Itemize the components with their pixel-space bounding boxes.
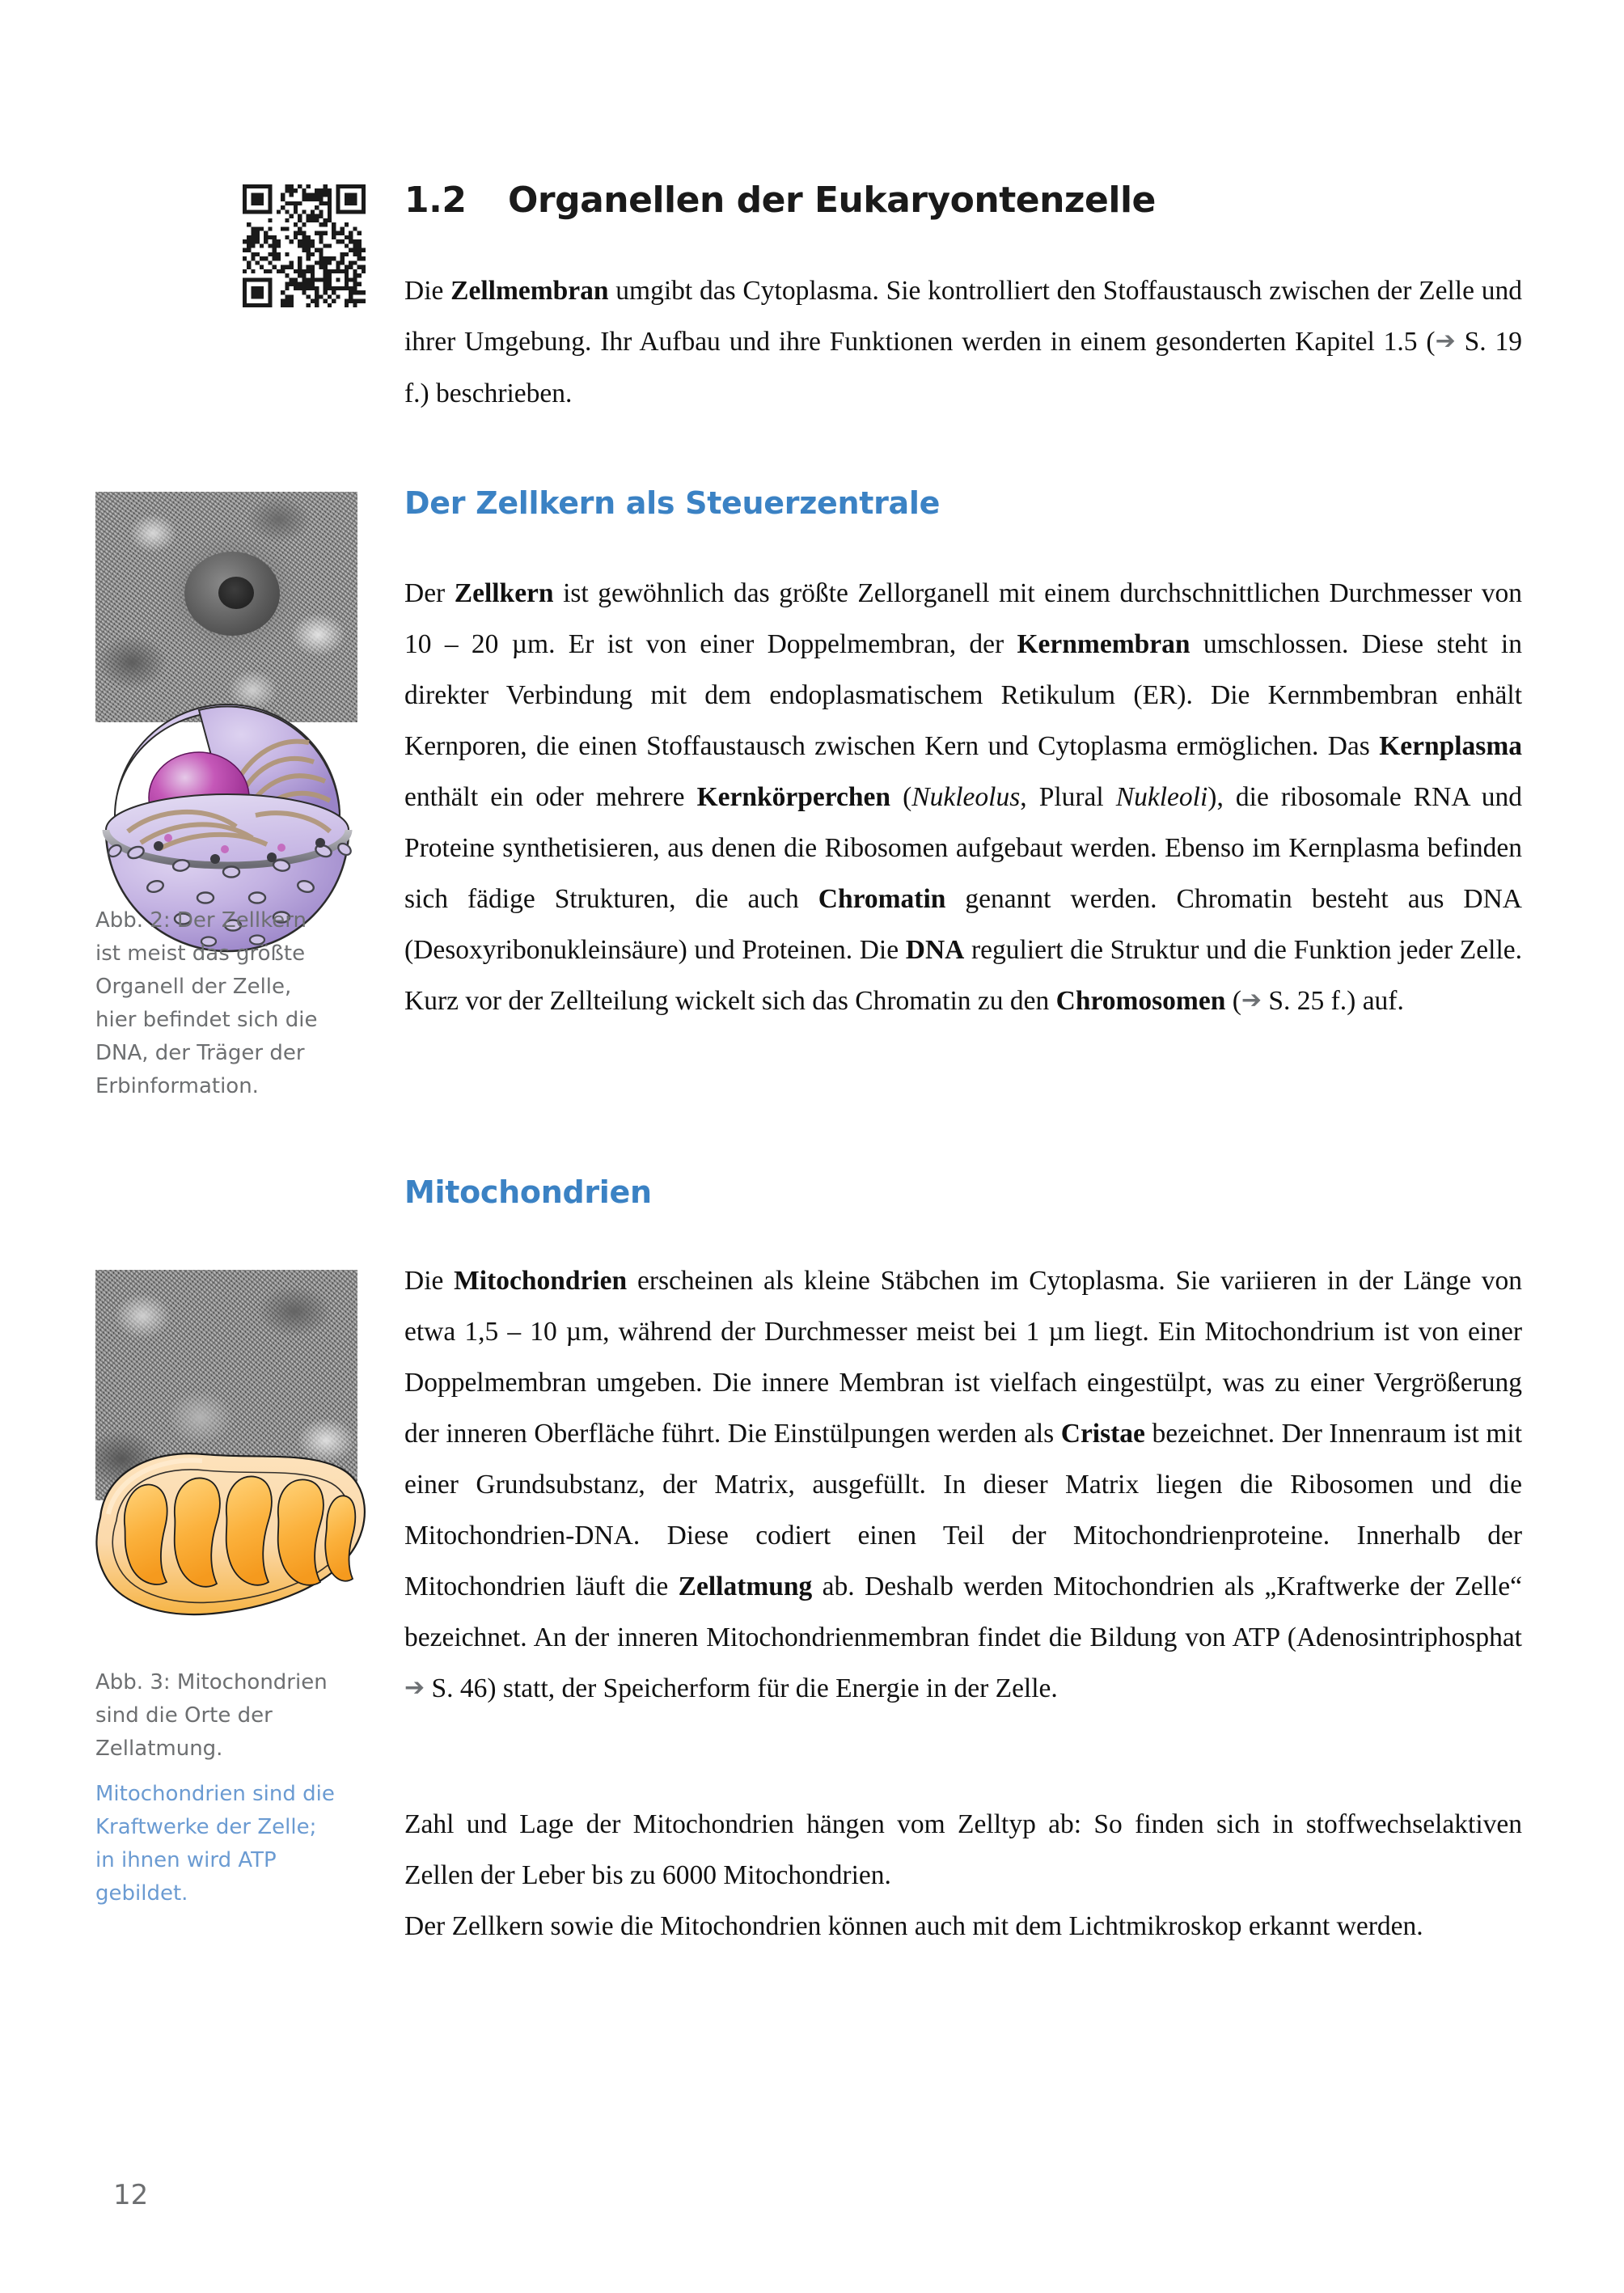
subheading-mitochondrien: Mitochondrien <box>404 1174 652 1210</box>
term-chromatin: Chromatin <box>818 884 946 914</box>
mp-t5: S. 46) statt, der Speicherform für die Energie in der Zelle. <box>425 1673 1058 1703</box>
arrow-reference-icon-3: ➔ <box>404 1673 425 1702</box>
mp-t1: Die <box>404 1266 455 1296</box>
np-t4: enthält ein oder mehrere <box>404 782 697 812</box>
term-kernplasma: Kernplasma <box>1379 731 1522 761</box>
qr-code-canvas <box>243 184 366 307</box>
nucleus-micrograph-image <box>95 492 357 722</box>
intro-text-2: umgibt das Cytoplasma. Sie kontrolliert den Stoffaustausch zwischen der Zelle und ihrer Umgebung. Ihr Aufbau und ihre Funktionen werden in einem gesonderten Kapitel 1.5 ( <box>404 276 1522 357</box>
intro-text-1: Die <box>404 276 451 306</box>
term-chromosomen: Chromosomen <box>1055 986 1226 1016</box>
arrow-reference-icon-2: ➔ <box>1241 986 1262 1014</box>
term-zellmembran: Zellmembran <box>450 276 609 306</box>
mp-t3: bezeichnet. Der Innenraum ist mit einer Grundsubstanz, der Matrix, ausgefüllt. In dieser Matrix liegen die Ribosomen und die Mitochondrien-DNA. Diese codiert einen Teil der Mitochondrienproteine. Innerhalb der Mitochondrien läuft die <box>404 1419 1522 1601</box>
page-number: 12 <box>113 2179 149 2211</box>
term-mitochondrien: Mitochondrien <box>454 1266 628 1296</box>
mitochondria-paragraph <box>404 1255 1522 1715</box>
term-nukleoli: Nukleoli <box>1115 782 1208 812</box>
page-title <box>404 180 1537 221</box>
intro-paragraph <box>404 265 1522 419</box>
term-cristae: Cristae <box>1060 1419 1145 1449</box>
mitochondrion-illustration <box>84 1440 375 1642</box>
np-t7: ), die ribosomale RNA und Proteine synthetisieren, aus denen die Ribosomen aufgebaut werden. Ebenso im Kernplasma befinden sich fädige Strukturen, die auch <box>404 782 1522 914</box>
mitochondria-paragraph-2: Zahl und Lage der Mitochondrien hängen vom Zelltyp ab: So finden sich in stoffwechselaktiven Zellen der Leber bis zu 6000 Mitochondrien. <box>404 1809 1522 1890</box>
margin-note-mitochondrien: Mitochondrien sind die Kraftwerke der Zelle; in ihnen wird ATP gebildet. <box>95 1782 335 1906</box>
mitochondria-paragraph-3: Der Zellkern sowie die Mitochondrien können auch mit dem Lichtmikroskop erkannt werden. <box>404 1911 1423 1941</box>
np-t3: umschlossen. Diese steht in direkter Verbindung mit dem endoplasmatischem Retikulum (ER). Die Kernmbembran enhält Kernporen, die einen Stoffaustausch zwischen Kern und Cytoplasma ermöglichen. Das <box>404 629 1522 761</box>
subheading-zellkern: Der Zellkern als Steuerzentrale <box>404 485 941 521</box>
qr-code-icon[interactable] <box>243 184 366 307</box>
arrow-reference-icon: ➔ <box>1435 327 1456 355</box>
np-t1: Der <box>404 578 455 608</box>
np-t9: reguliert die Struktur und die Funktion jeder Zelle. Kurz vor der Zellteilung wickelt sich das Chromatin zu den <box>404 935 1522 1016</box>
np-t8: genannt werden. Chromatin besteht aus DNA (Desoxyribonukleinsäure) und Proteinen. Die <box>404 884 1522 965</box>
term-zellatmung: Zellatmung <box>678 1572 813 1601</box>
term-dna: DNA <box>905 935 965 965</box>
figure-3-caption: Abb. 3: Mitochondrien sind die Orte der Zellatmung. <box>95 1670 328 1761</box>
mp-t2: erscheinen als kleine Stäbchen im Cytoplasma. Sie variieren in der Länge von etwa 1,5 – 10 µm, während der Durchmesser meist bei 1 µm liegt. Ein Mitochondrium ist von einer Doppelmembran umgeben. Die innere Membran ist vielfach eingestülpt, was zu einer Vergrößerung der inneren Oberfläche führt. Die Einstülpungen werden als <box>404 1266 1522 1449</box>
section-number: 1.2 <box>404 180 467 221</box>
term-kernkoerperchen: Kernkörperchen <box>696 782 891 812</box>
figure-2-caption: Abb. 2: Der Zellkern ist meist das größte Organell der Zelle, hier befindet sich die DNA, der Träger der Erbinformation. <box>95 908 318 1098</box>
np-t11: S. 25 f.) auf. <box>1262 986 1404 1016</box>
intro-text-3: S. 19 f.) beschrieben. <box>404 327 1522 408</box>
np-t6: , Plural <box>1020 782 1116 812</box>
np-t5: ( <box>890 782 912 812</box>
term-kernmembran: Kernmembran <box>1017 629 1191 659</box>
np-t10: ( <box>1225 986 1241 1016</box>
np-t2: ist gewöhnlich das größte Zellorganell mit einem durchschnittlichen Durchmesser von 10 – 20 µm. Er ist von einer Doppelmembran, der <box>404 578 1522 659</box>
term-nukleolus: Nukleolus <box>911 782 1021 812</box>
mitochondrion-svg <box>84 1440 375 1642</box>
term-zellkern: Zellkern <box>454 578 554 608</box>
nucleus-paragraph <box>404 568 1522 1027</box>
section-title: Organellen der Eukaryontenzelle <box>508 180 1156 221</box>
mp-t4: ab. Deshalb werden Mitochondrien als „Kraftwerke der Zelle“ bezeichnet. An der inneren Mitochondrienmembran findet die Bildung von ATP (Adenosintriphosphat <box>404 1572 1523 1652</box>
